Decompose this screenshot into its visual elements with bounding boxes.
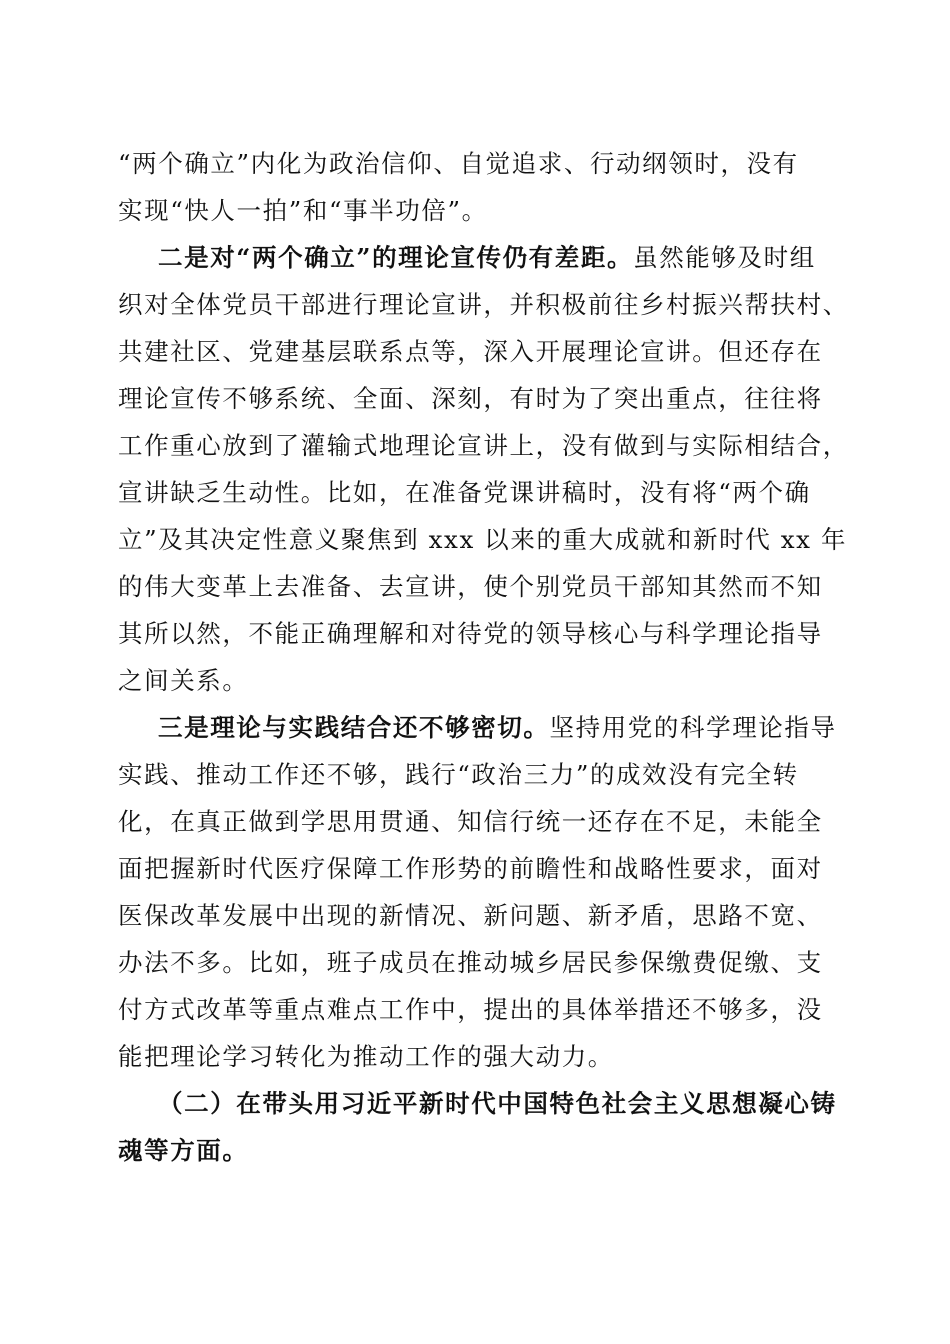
text-line: 办法不多。比如，班子成员在推动城乡居民参保缴费促缴、支 [118,948,823,977]
text-line: 立”及其决定性意义聚焦到 xxx 以来的重大成就和新时代 xx 年 [118,525,848,554]
paragraph-heading: 二是对“两个确立”的理论宣传仍有差距。 [158,243,634,272]
text-line: 实践、推动工作还不够，践行“政治三力”的成效没有完全转 [118,760,799,789]
text-line: 之间关系。 [118,666,249,695]
text-line: 付方式改革等重点难点工作中，提出的具体举措还不够多，没 [118,995,823,1024]
paragraph-first-line-text: 坚持用党的科学理论指导 [549,713,837,742]
paragraph-first-line-text: 虽然能够及时组 [633,243,816,272]
text-line: 医保改革发展中出现的新情况、新问题、新矛盾，思路不宽、 [118,901,823,930]
document-body [118,140,849,1174]
text-line: “两个确立”内化为政治信仰、自觉追求、行动纲领时，没有 [118,149,799,178]
text-line: 织对全体党员干部进行理论宣讲，并积极前往乡村振兴帮扶村、 [118,290,849,319]
text-line: 能把理论学习转化为推动工作的强大动力。 [118,1042,614,1071]
text-line: 理论宣传不够系统、全面、深刻，有时为了突出重点，往往将 [118,384,823,413]
text-line: 共建社区、党建基层联系点等，深入开展理论宣讲。但还存在 [118,337,823,366]
text-line: 其所以然，不能正确理解和对待党的领导核心与科学理论指导 [118,619,823,648]
paragraph-heading: 三是理论与实践结合还不够密切。 [158,713,550,742]
section-heading-continuation: 魂等方面。 [118,1136,249,1165]
text-line: 面把握新时代医疗保障工作形势的前瞻性和战略性要求，面对 [118,854,823,883]
text-line: 的伟大变革上去准备、去宣讲，使个别党员干部知其然而不知 [118,572,823,601]
text-line: 宣讲缺乏生动性。比如，在准备党课讲稿时，没有将“两个确 [118,478,811,507]
text-line: 工作重心放到了灌输式地理论宣讲上，没有做到与实际相结合， [118,431,849,460]
text-line: 化，在真正做到学思用贯通、知信行统一还存在不足，未能全 [118,807,823,836]
section-heading: （二）在带头用习近平新时代中国特色社会主义思想凝心铸 [158,1089,837,1118]
paragraph-first-line [118,704,837,751]
text-line: 实现“快人一拍”和“事半功倍”。 [118,196,488,225]
paragraph-first-line [118,234,832,281]
